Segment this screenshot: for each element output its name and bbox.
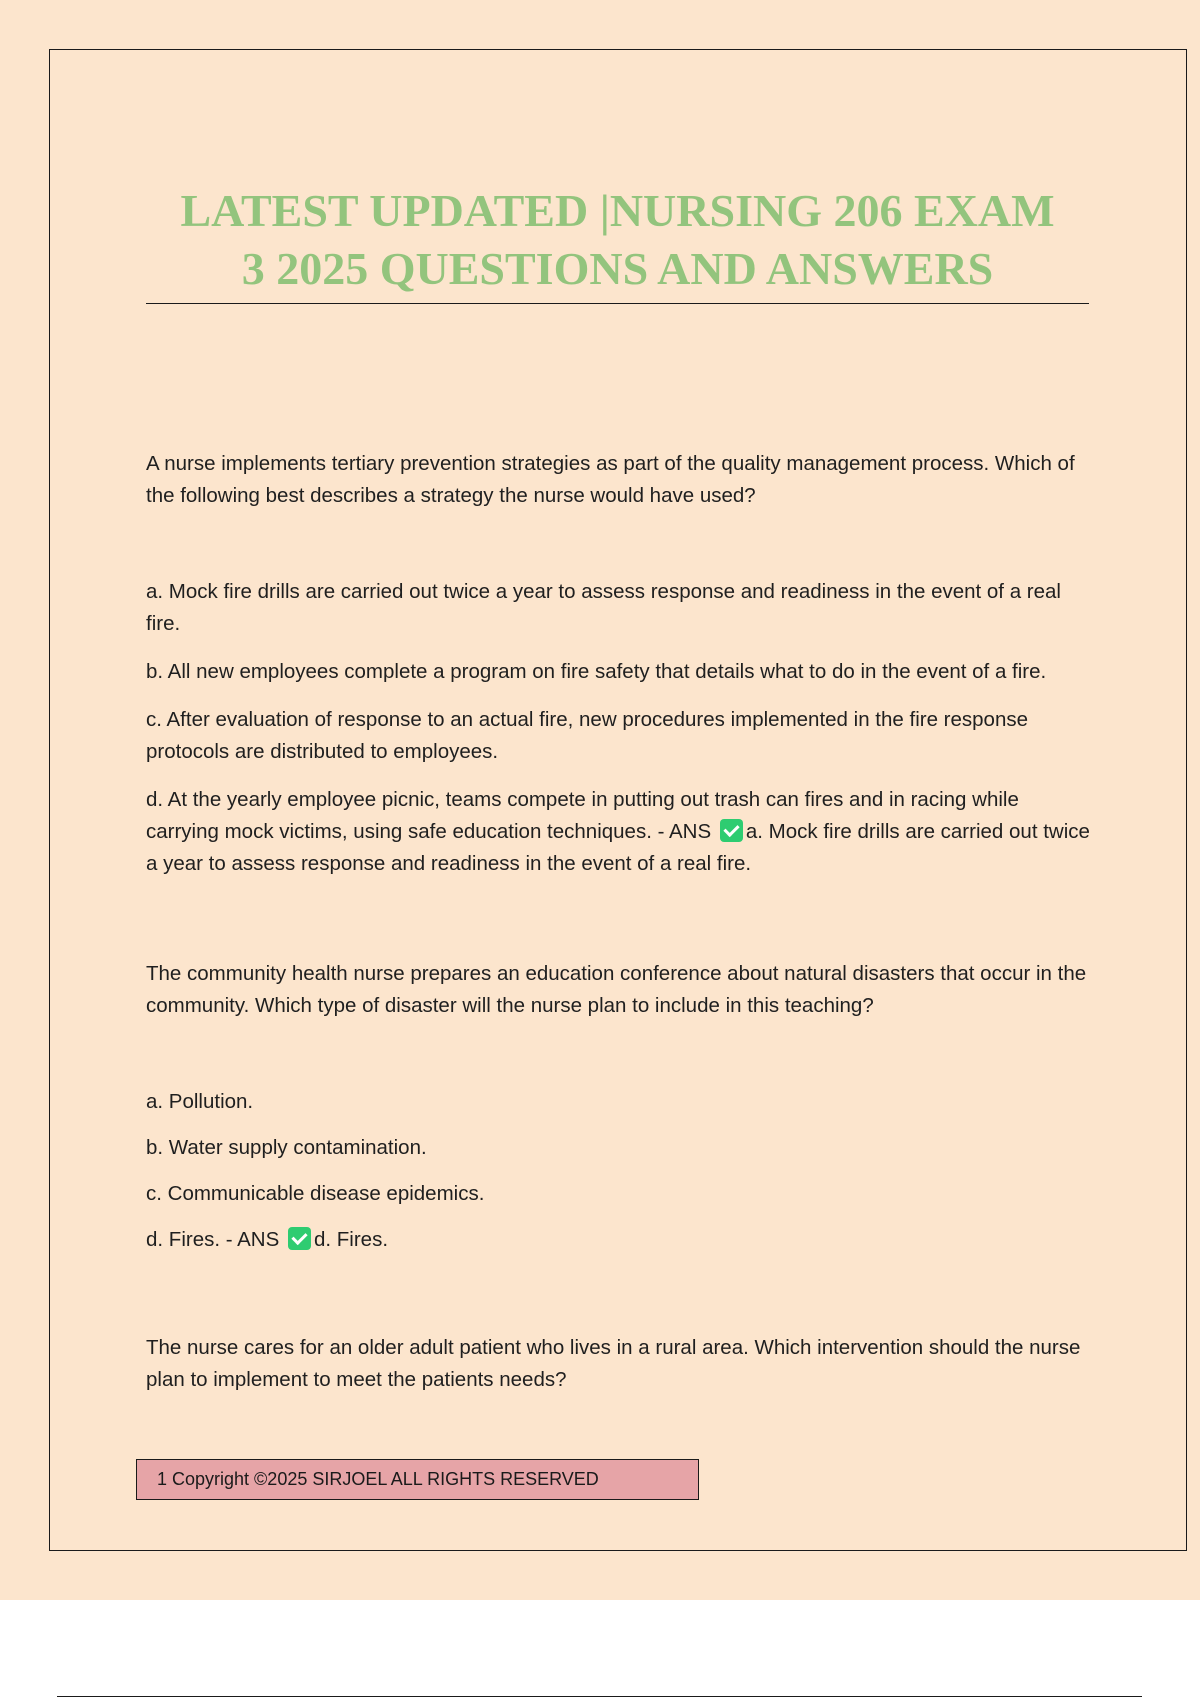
question-3-stem: The nurse cares for an older adult patient who lives in a rural area. Which intervention should the nurse plan to implement to meet the patients needs? (146, 1336, 1081, 1391)
question-2-option-a: a. Pollution. (146, 1090, 254, 1113)
question-1-option-b: b. All new employees complete a program on fire safety that details what to do in the event of a fire. (146, 660, 1047, 683)
question-1-option-d-with-answer (146, 784, 1096, 880)
question-1-option-c: c. After evaluation of response to an actual fire, new procedures implemented in the fire response protocols are distributed to employees. (146, 708, 1029, 763)
question-1-stem: A nurse implements tertiary prevention strategies as part of the quality management process. Which of the following best describes a strategy the nurse would have used? (146, 452, 1075, 507)
question-2-option-c: c. Communicable disease epidemics. (146, 1182, 485, 1205)
check-icon (720, 819, 743, 842)
question-2-stem: The community health nurse prepares an education conference about natural disasters that occur in the community. Which type of disaster will the nurse plan to include in this teaching? (146, 962, 1087, 1017)
title-underline (146, 303, 1089, 304)
question-1-option-a: a. Mock fire drills are carried out twice a year to assess response and readiness in the event of a real fire. (146, 580, 1061, 635)
bottom-divider (57, 1696, 1142, 1697)
question-2-option-d-with-answer (146, 1224, 1096, 1256)
document-title (146, 182, 1089, 298)
question-2-option-b: b. Water supply contamination. (146, 1136, 427, 1159)
question-2-answer: d. Fires. (313, 1228, 389, 1251)
question-1-options (146, 576, 1096, 880)
question-2-option-d: d. Fires. - ANS (146, 1228, 280, 1251)
title-line-2: 3 2025 QUESTIONS AND ANSWERS (241, 243, 994, 294)
copyright-footer: 1 Copyright ©2025 SIRJOEL ALL RIGHTS RESERVED (136, 1459, 699, 1500)
check-icon (288, 1227, 311, 1250)
title-line-1: LATEST UPDATED |NURSING 206 EXAM (180, 185, 1055, 236)
question-2-options (146, 1086, 1096, 1256)
document-body (146, 448, 1096, 1396)
question-1-answer: a. Mock fire drills are carried out twice a year to assess response and readiness in the event of a real fire. (146, 820, 1090, 875)
question-1-option-d: d. At the yearly employee picnic, teams compete in putting out trash can fires and in racing while carrying mock victims, using safe education techniques. - ANS (146, 788, 1019, 843)
